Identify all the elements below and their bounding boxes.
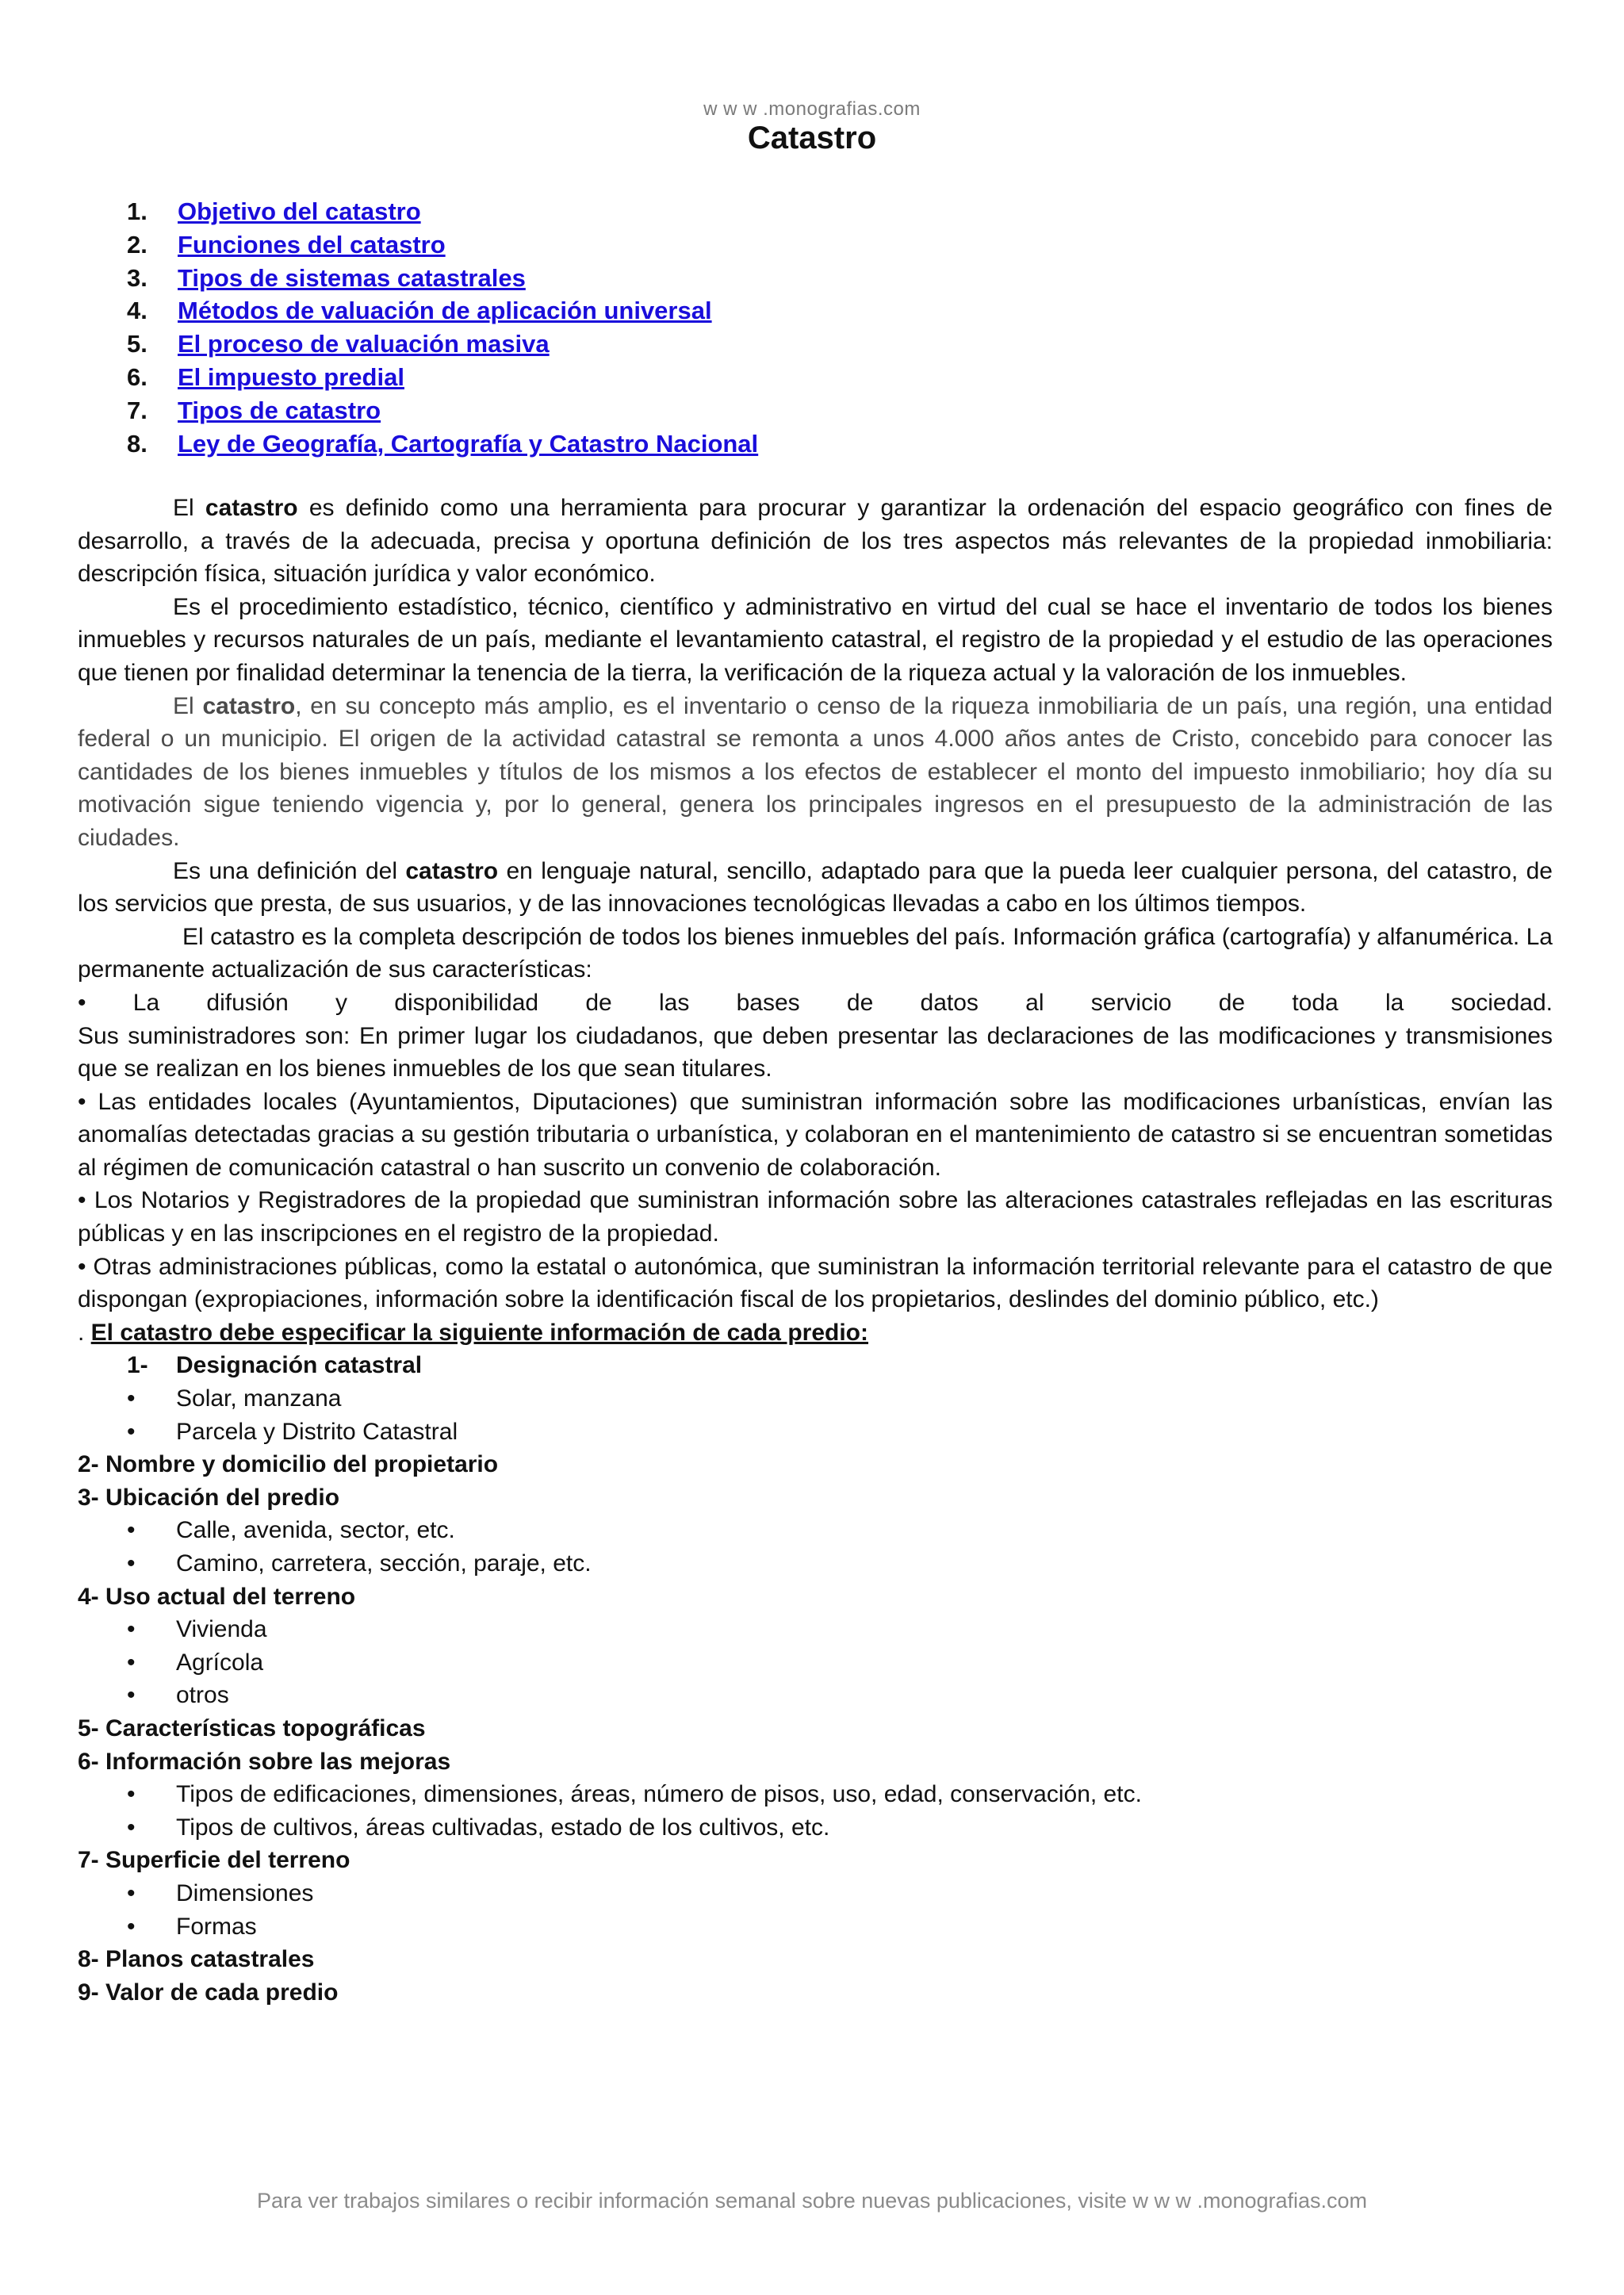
text-span: en lenguaje natural, sencillo, adaptado para que la pueda leer cualquier persona, del catastro, de los servicios que presta, de sus usuarios, y de las innovaciones tecnológicas llevadas a cabo en los últimos tiempos. <box>78 857 1553 918</box>
bullet-icon: • <box>127 1418 136 1445</box>
document-body <box>78 492 1553 2009</box>
text-span: El <box>173 495 205 521</box>
item-text: Parcela y Distrito Catastral <box>176 1418 458 1445</box>
list-item <box>78 1646 1553 1680</box>
toc-link-objetivo[interactable]: Objetivo del catastro <box>178 197 421 225</box>
underlined-heading: El catastro debe especificar la siguiente información de cada predio: <box>90 1319 868 1346</box>
bullet-icon: • <box>127 1517 136 1544</box>
text-span: es definido como una herramienta para procurar y garantizar la ordenación del espacio geográfico con fines de desarrollo, a través de la adecuada, precisa y oportuna definición de los tres aspectos más relevantes de la propiedad inmobiliaria: descripción física, situación jurídica y valor económico. <box>78 495 1553 588</box>
bullet-icon: • <box>127 1879 136 1906</box>
toc-link-metodos-valuacion[interactable]: Métodos de valuación de aplicación universal <box>178 297 712 325</box>
bold-term: catastro <box>202 692 296 719</box>
list-item <box>78 1877 1553 1910</box>
list-item <box>78 1811 1553 1845</box>
toc-item <box>127 195 758 228</box>
list-item <box>78 1382 1553 1416</box>
toc-item <box>127 294 758 328</box>
bullet-icon: • <box>127 1616 136 1643</box>
toc-item <box>127 394 758 427</box>
list-item <box>78 1778 1553 1811</box>
item-text: Dimensiones <box>176 1879 314 1906</box>
item-text: Camino, carretera, sección, paraje, etc. <box>176 1550 592 1577</box>
list-item <box>78 1547 1553 1580</box>
bullet-entidades-locales: • Las entidades locales (Ayuntamientos, Diputaciones) que suministran información sobre las modificaciones urbanísticas, envían las anomalías detectadas gracias a su gestión tributaria o urbanística, y colaboran en el mantenimiento de catastro si se encuentran sometidas al régimen de comunicación catastral o han suscrito un convenio de colaboración. <box>78 1088 1553 1181</box>
item-text: Tipos de edificaciones, dimensiones, áreas, número de pisos, uso, edad, conservación, etc. <box>176 1781 1142 1808</box>
bullet-icon: • <box>127 1913 136 1940</box>
paragraph-lenguaje-natural <box>78 855 1553 921</box>
bullet-notarios: • Los Notarios y Registradores de la propiedad que suministran información sobre las alteraciones catastrales reflejadas en las escrituras públicas y en las inscripciones en el registro de la propiedad. <box>78 1187 1553 1247</box>
section-uso-actual: 4- Uso actual del terreno <box>78 1583 356 1610</box>
list-item <box>78 1514 1553 1547</box>
list-item <box>78 1416 1553 1449</box>
bold-term: catastro <box>405 857 499 884</box>
item-text: Solar, manzana <box>176 1385 342 1412</box>
item-text: Vivienda <box>176 1616 267 1643</box>
toc-item <box>127 361 758 394</box>
toc-item <box>127 262 758 295</box>
paragraph-definicion <box>78 492 1553 591</box>
paragraph-descripcion: El catastro es la completa descripción de todos los bienes inmuebles del país. Información gráfica (cartografía) y alfanumérica. La permanente actualización de sus características: <box>78 923 1553 983</box>
section-nombre-propietario: 2- Nombre y domicilio del propietario <box>78 1451 499 1478</box>
list-item <box>78 1613 1553 1646</box>
list-item-designacion <box>78 1349 1553 1382</box>
paragraph-procedimiento: Es el procedimiento estadístico, técnico, científico y administrativo en virtud del cual se hace el inventario de todos los bienes inmuebles y recursos naturales de un país, mediante el levantamiento catastral, el registro de la propiedad y el estudio de las operaciones que tienen por finalidad determinar la tenencia de la tierra, la verificación de la riqueza actual y la valoración de los inmuebles. <box>78 593 1553 686</box>
toc-link-tipos-sistemas[interactable]: Tipos de sistemas catastrales <box>178 263 526 292</box>
toc-number: 6. <box>127 362 147 391</box>
toc-item <box>127 427 758 461</box>
bullet-icon: • <box>127 1781 136 1808</box>
bold-term: catastro <box>205 495 298 521</box>
bullet-icon: • <box>127 1550 136 1577</box>
toc-item <box>127 328 758 361</box>
item-text: Agrícola <box>176 1649 264 1676</box>
section-planos: 8- Planos catastrales <box>78 1946 315 1973</box>
section-heading-especificar <box>78 1316 1553 1350</box>
page-footer: Para ver trabajos similares o recibir información semanal sobre nuevas publicaciones, visite w w w .monografias.com <box>256 2189 1368 2213</box>
toc-number: 3. <box>127 263 147 292</box>
bullet-icon: • <box>127 1649 136 1676</box>
section-ubicacion: 3- Ubicación del predio <box>78 1484 340 1511</box>
predio-info-list <box>78 1349 1553 2009</box>
section-superficie: 7- Superficie del terreno <box>78 1847 350 1874</box>
toc-link-impuesto-predial[interactable]: El impuesto predial <box>178 362 404 391</box>
toc-number: 2. <box>127 230 147 259</box>
section-valor: 9- Valor de cada predio <box>78 1979 339 2006</box>
paragraph-concepto <box>78 690 1553 855</box>
toc-number: 8. <box>127 429 147 458</box>
toc-link-proceso-valuacion[interactable]: El proceso de valuación masiva <box>178 330 550 358</box>
site-header: w w w .monografias.com <box>703 98 921 120</box>
toc-number: 1. <box>127 197 147 225</box>
section-mejoras: 6- Información sobre las mejoras <box>78 1748 451 1775</box>
table-of-contents <box>127 195 758 460</box>
toc-number: 4. <box>127 297 147 325</box>
item-text: Calle, avenida, sector, etc. <box>176 1517 455 1544</box>
bullet-difusion: • La difusión y disponibilidad de las bases de datos al servicio de toda la sociedad. <box>78 989 1553 1016</box>
text-span: Es una definición del <box>173 857 406 884</box>
section-topograficas: 5- Características topográficas <box>78 1715 426 1741</box>
item-number: 1- <box>127 1352 148 1379</box>
item-text: otros <box>176 1682 229 1709</box>
item-text: Tipos de cultivos, áreas cultivadas, estado de los cultivos, etc. <box>176 1814 830 1841</box>
toc-link-funciones[interactable]: Funciones del catastro <box>178 230 446 259</box>
bullet-icon: • <box>127 1385 136 1412</box>
text-span: El <box>173 692 203 719</box>
item-title: Designación catastral <box>176 1352 423 1379</box>
toc-link-tipos-catastro[interactable]: Tipos de catastro <box>178 396 381 424</box>
text-span: , en su concepto más amplio, es el inventario o censo de la riqueza inmobiliaria de un país, una región, una entidad federal o un municipio. El origen de la actividad catastral se remonta a unos 4.000 años antes de Cristo, concebido para conocer las cantidades de los bienes inmuebles y títulos de los mismos a los efectos de establecer el monto del impuesto inmobiliario; hoy día su motivación sigue teniendo vigencia y, por lo general, genera los principales ingresos en el presupuesto de la administración de las ciudades. <box>78 692 1553 851</box>
bullet-icon: • <box>127 1682 136 1709</box>
toc-item <box>127 228 758 262</box>
bullet-administraciones: • Otras administraciones públicas, como la estatal o autonómica, que suministran la información territorial relevante para el catastro de que dispongan (expropiaciones, información sobre la identificación fiscal de los propietarios, deslindes del dominio público, etc.) <box>78 1253 1553 1313</box>
toc-number: 5. <box>127 330 147 358</box>
toc-number: 7. <box>127 396 147 424</box>
toc-link-ley-geografia[interactable]: Ley de Geografía, Cartografía y Catastro Nacional <box>178 429 759 458</box>
list-item <box>78 1910 1553 1944</box>
item-text: Formas <box>176 1913 257 1940</box>
page-title: Catastro <box>747 121 877 155</box>
list-item <box>78 1679 1553 1712</box>
paragraph-suministradores: Sus suministradores son: En primer lugar los ciudadanos, que deben presentar las declaraciones de las modificaciones y transmisiones que se realizan en los bienes inmuebles de los que sean titulares. <box>78 1022 1553 1082</box>
text-span: . <box>78 1319 91 1346</box>
bullet-icon: • <box>127 1814 136 1841</box>
